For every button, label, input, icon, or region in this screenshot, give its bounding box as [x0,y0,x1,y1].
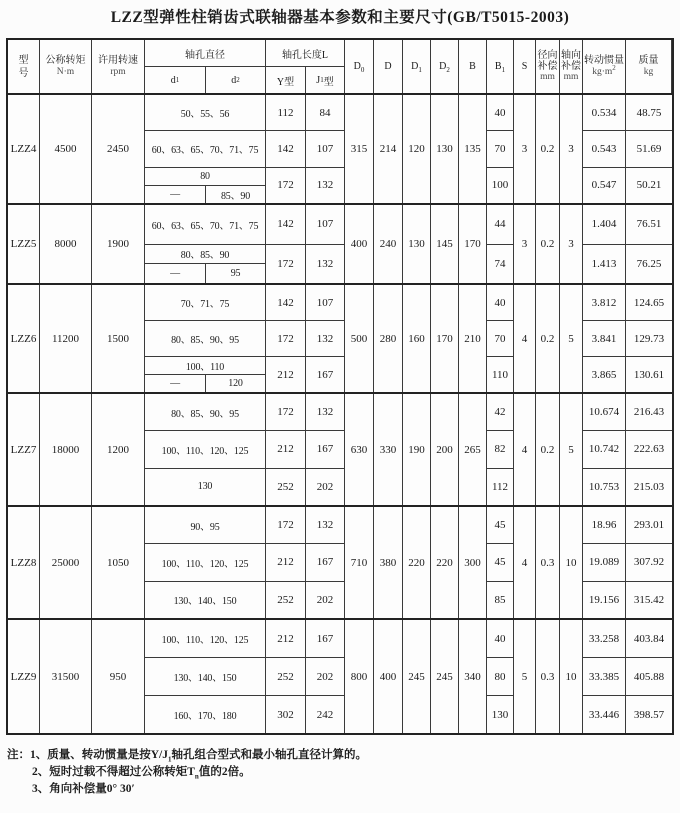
inertia-stack [583,620,626,733]
row-group-lzz7 [8,394,672,507]
d0-cell: 710 [345,507,374,618]
bore-subrow [145,431,345,468]
bore-diameter-d1: — [145,375,206,392]
j1-length-cell: 167 [306,620,345,657]
bore-diameter-cell: 60、63、65、70、71、75 [145,205,266,244]
speed-cell: 1050 [92,507,145,618]
mass-cell: 222.63 [626,431,672,468]
bore-subrow [145,507,345,544]
bore-subrow [145,95,345,131]
j1-length-cell: 202 [306,469,345,505]
d2-cell: 145 [431,205,459,283]
bore-subrow [145,394,345,431]
mass-cell: 315.42 [633,593,665,606]
b1-cell: 40 [487,285,513,321]
d1-cell: 220 [403,507,431,618]
bore-subrow [145,620,345,658]
radial-comp-cell: 0.3 [536,620,560,733]
inertia-cell: 10.753 [588,480,620,493]
bore-subrow [145,168,345,203]
mass-cell: 51.69 [626,131,672,167]
d-cell: 330 [374,394,403,505]
bore-diameter-cell: 100、110、120、125 [145,431,266,467]
bore-diameter-top: 100、110 [145,357,265,375]
y-length-cell: 212 [266,357,306,392]
mass-cell: 398.57 [633,708,665,721]
d2-cell: 245 [431,620,459,733]
row-group-lzz8 [8,507,672,620]
inertia-stack [583,205,626,283]
col-header-bore-length [266,40,345,93]
bore-diameter-top: 80、85、90 [145,245,265,265]
j1-length-cell: 84 [306,95,345,130]
b1-stack [487,507,514,618]
col-header-model: 型号 [8,40,40,93]
speed-label: 许用转速 [98,55,138,66]
b1-stack [487,205,514,283]
mass-stack [626,285,672,392]
col-header-radial: 径向补偿 mm [536,40,560,93]
b1-cell: 70 [487,131,513,167]
axial-comp-cell: 3 [560,205,583,283]
note-line-3: 3、角向补偿量0° 30′ [32,783,135,795]
mass-cell: 405.88 [626,658,672,696]
s-cell: 4 [514,285,536,392]
d-cell: 214 [374,95,403,203]
d1-cell: 160 [403,285,431,392]
bore-diameter-d2: 85、90 [221,190,250,202]
inertia-stack [583,507,626,618]
radial-comp-cell: 0.2 [536,394,560,505]
j1-length-cell: 167 [306,544,345,580]
s-cell: 4 [514,507,536,618]
bore-block [145,95,345,203]
bore-diameter-cell: 130、140、150 [145,658,266,695]
j1-length-cell: 202 [306,582,345,618]
mass-cell: 76.51 [626,205,672,245]
torque-cell: 25000 [40,507,92,618]
b1-cell: 80 [487,658,513,696]
spec-table [6,38,674,735]
inertia-cell: 33.258 [583,620,625,658]
bore-subrow [145,357,345,392]
bore-subrow [145,285,345,321]
inertia-stack [583,95,626,203]
j1-length-cell: 132 [306,394,345,430]
speed-cell: 1900 [92,205,145,283]
col-header-axial: 轴向补偿 mm [560,40,583,93]
inertia-cell: 19.156 [588,593,620,606]
bore-diameter-cell: 50、55、56 [145,95,266,130]
bore-diameter-split-cell [145,245,266,284]
notes-block [7,747,680,798]
d2-cell: 220 [431,507,459,618]
mass-cell: 293.01 [626,507,672,544]
row-group-lzz6 [8,285,672,394]
s-cell: 5 [514,620,536,733]
d-cell: 380 [374,507,403,618]
j1-length-cell: 107 [306,131,345,166]
note-line-2: 2、短时过载不得超过公称转矩$T_n$值的2倍。 [32,766,251,781]
inertia-cell: 0.534 [583,95,625,131]
y-length-cell: 172 [266,168,306,203]
radial-comp-cell: 0.2 [536,285,560,392]
bore-subrow [145,582,345,618]
d1-cell: 120 [403,95,431,203]
d0-cell: 800 [345,620,374,733]
y-length-cell: 212 [266,544,306,580]
b1-cell: 45 [487,507,513,544]
inertia-cell: 18.96 [583,507,625,544]
row-group-lzz5 [8,205,672,285]
note-line-1: 注：1、质量、转动惯量是按$Y/J_1$轴孔组合型式和最小轴孔直径计算的。 [7,749,367,764]
j1-length-cell: 202 [306,658,345,695]
notes-label: 注： [7,749,30,761]
col-header-bore-diameter [145,40,266,93]
torque-unit: N·m [56,67,75,77]
mass-cell: 403.84 [626,620,672,658]
mass-stack [626,620,672,733]
d0-cell: 630 [345,394,374,505]
bore-diameter-d2: 120 [228,378,243,389]
d0-cell: 400 [345,205,374,283]
d2-cell: 200 [431,394,459,505]
torque-cell: 31500 [40,620,92,733]
speed-cell: 2450 [92,95,145,203]
bore-diameter-cell: 100、110、120、125 [145,544,266,580]
inertia-cell: 33.385 [583,658,625,696]
mass-cell: 215.03 [633,480,665,493]
b1-cell: 100 [491,179,509,192]
b1-stack [487,95,514,203]
page-title: LZZ型弹性柱销齿式联轴器基本参数和主要尺寸(GB/T5015-2003) [110,9,570,26]
col-header-d2: d 2 [231,74,240,86]
j1-length-cell: 167 [306,431,345,467]
mass-cell: 48.75 [626,95,672,131]
j1-length-cell: 167 [306,357,345,392]
inertia-cell: 0.547 [591,179,617,192]
bore-subrow [145,321,345,357]
j1-length-cell: 242 [306,696,345,733]
bore-diameter-label: 轴孔直径 [145,40,265,67]
d-cell: 240 [374,205,403,283]
y-length-cell: 302 [266,696,306,733]
bore-subrow [145,245,345,284]
bore-diameter-cell: 130、140、150 [145,582,266,618]
col-header-inertia: 转动惯量 $kg\cdot m^2$ [583,40,626,93]
inertia-cell: 0.543 [583,131,625,167]
s-cell: 3 [514,95,536,203]
y-length-cell: 142 [266,285,306,320]
inertia-cell: 33.446 [588,708,620,721]
table-header-row [8,40,672,95]
y-length-cell: 212 [266,620,306,657]
inertia-cell: 19.089 [583,544,625,581]
bore-block [145,285,345,392]
col-header-dd2: $D_2$ [431,40,459,93]
y-length-cell: 142 [266,131,306,166]
bore-block [145,507,345,618]
mass-stack [626,205,672,283]
mass-cell: 307.92 [626,544,672,581]
j1-length-cell: 132 [306,321,345,356]
bore-diameter-d1: — [145,186,206,203]
b1-stack [487,394,514,505]
model-cell: LZZ4 [8,95,40,203]
y-length-cell: 142 [266,205,306,244]
axial-comp-cell: 10 [560,620,583,733]
col-header-speed [92,40,145,93]
bore-diameter-d2: 95 [230,268,241,280]
y-length-cell: 252 [266,469,306,505]
d1-cell: 245 [403,620,431,733]
d-cell: 400 [374,620,403,733]
bore-subrow [145,469,345,505]
b1-stack [487,620,514,733]
bore-block [145,205,345,283]
inertia-cell: 3.865 [591,368,617,381]
d2-cell: 130 [431,95,459,203]
col-header-d1: d 1 [145,67,206,93]
col-header-d0: $D_0$ [345,40,374,93]
bore-subrow [145,544,345,581]
bore-subrow [145,205,345,245]
y-length-cell: 172 [266,394,306,430]
y-length-cell: 172 [266,507,306,543]
b1-cell: 112 [491,480,509,493]
bore-subrow [145,131,345,167]
mass-stack [626,507,672,618]
col-header-s: S [514,40,536,93]
b1-cell: 110 [491,368,509,381]
y-length-cell: 172 [266,321,306,356]
mass-cell: 130.61 [633,368,665,381]
axial-comp-cell: 10 [560,507,583,618]
model-cell: LZZ9 [8,620,40,733]
b1-cell: 40 [487,95,513,131]
mass-stack [626,394,672,505]
b1-cell: 130 [491,708,509,721]
y-length-cell: 212 [266,431,306,467]
y-length-cell: 252 [266,658,306,695]
bore-diameter-cell: 60、63、65、70、71、75 [145,131,266,166]
j1-length-cell: 107 [306,205,345,244]
s-cell: 3 [514,205,536,283]
d2-cell: 170 [431,285,459,392]
axial-comp-cell: 3 [560,95,583,203]
speed-cell: 1500 [92,285,145,392]
bore-diameter-cell: 130 [145,469,266,505]
model-cell: LZZ8 [8,507,40,618]
bore-diameter-cell: 80、85、90、95 [145,394,266,430]
bore-diameter-split-cell [145,168,266,203]
mass-stack [626,95,672,203]
speed-unit: rpm [110,67,126,77]
b-cell: 265 [459,394,487,505]
b-cell: 210 [459,285,487,392]
speed-cell: 1200 [92,394,145,505]
col-header-y-type: Y型 [266,67,306,93]
bore-subrow [145,696,345,733]
j1-length-cell: 107 [306,285,345,320]
radial-comp-cell: 0.3 [536,507,560,618]
bore-diameter-d1: — [145,264,206,283]
b1-cell: 42 [487,394,513,431]
y-length-cell: 112 [266,95,306,130]
d-cell: 280 [374,285,403,392]
bore-diameter-cell: 80、85、90、95 [145,321,266,356]
inertia-cell: 3.841 [583,321,625,357]
b1-cell: 44 [487,205,513,245]
d1-cell: 190 [403,394,431,505]
inertia-stack [583,285,626,392]
bore-diameter-cell: 70、71、75 [145,285,266,320]
bore-length-label: 轴孔长度L [266,40,344,67]
bore-block [145,620,345,733]
mass-cell: 50.21 [636,179,662,192]
torque-cell: 8000 [40,205,92,283]
axial-comp-cell: 5 [560,285,583,392]
b1-cell: 85 [494,593,506,606]
b-cell: 300 [459,507,487,618]
mass-cell: 129.73 [626,321,672,357]
row-group-lzz9 [8,620,672,733]
col-header-dd1: $D_1$ [403,40,431,93]
b1-cell: 70 [487,321,513,357]
col-header-torque [40,40,92,93]
inertia-cell: 1.413 [591,257,617,270]
torque-label: 公称转矩 [45,55,86,66]
torque-cell: 11200 [40,285,92,392]
axial-comp-cell: 5 [560,394,583,505]
b-cell: 170 [459,205,487,283]
s-cell: 4 [514,394,536,505]
inertia-cell: 10.674 [583,394,625,431]
b1-cell: 74 [494,257,506,270]
bore-block [145,394,345,505]
d1-cell: 130 [403,205,431,283]
inertia-cell: 3.812 [583,285,625,321]
col-header-j1-type: J 1 型 [316,74,334,88]
inertia-stack [583,394,626,505]
col-header-b1: $B_1$ [487,40,514,93]
model-cell: LZZ6 [8,285,40,392]
bore-subrow [145,658,345,696]
col-header-d-big: D [374,40,403,93]
y-length-cell: 252 [266,582,306,618]
j1-length-cell: 132 [306,245,345,284]
inertia-cell: 10.742 [583,431,625,468]
b-cell: 135 [459,95,487,203]
speed-cell: 950 [92,620,145,733]
torque-cell: 4500 [40,95,92,203]
b1-cell: 40 [487,620,513,658]
j1-length-cell: 132 [306,507,345,543]
bore-diameter-cell: 90、95 [145,507,266,543]
b-cell: 340 [459,620,487,733]
model-cell: LZZ7 [8,394,40,505]
d0-cell: 315 [345,95,374,203]
b1-stack [487,285,514,392]
torque-cell: 18000 [40,394,92,505]
col-header-b: B [459,40,487,93]
bore-diameter-cell: 160、170、180 [145,696,266,733]
radial-comp-cell: 0.2 [536,95,560,203]
mass-cell: 76.25 [636,257,662,270]
b1-cell: 82 [487,431,513,468]
bore-diameter-split-cell [145,357,266,392]
bore-diameter-top: 80 [145,168,265,186]
col-header-mass: 质量 kg [626,40,672,93]
mass-cell: 216.43 [626,394,672,431]
mass-cell: 124.65 [626,285,672,321]
d0-cell: 500 [345,285,374,392]
radial-comp-cell: 0.2 [536,205,560,283]
y-length-cell: 172 [266,245,306,284]
row-group-lzz4 [8,95,672,205]
inertia-cell: 1.404 [583,205,625,245]
b1-cell: 45 [487,544,513,581]
model-cell: LZZ5 [8,205,40,283]
j1-length-cell: 132 [306,168,345,203]
bore-diameter-cell: 100、110、120、125 [145,620,266,657]
